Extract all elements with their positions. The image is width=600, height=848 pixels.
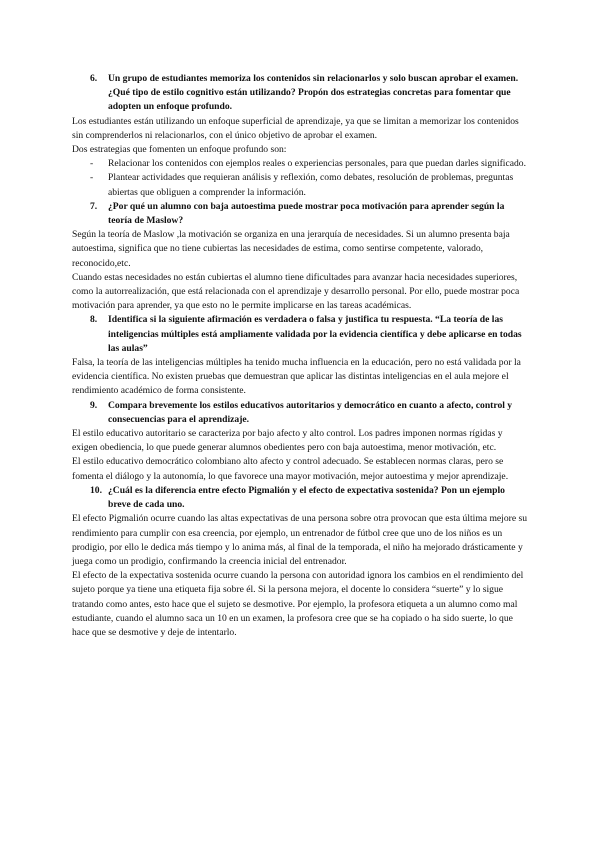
question-number: 9. — [90, 399, 98, 411]
answer-paragraph: El efecto Pigmalión ocurre cuando las altas expectativas de una persona sobre otra provocan que esta última mejore su rendimiento para cumplir con esa creencia, por ejemplo, un entrenador de fútbol cree que uno de los niños es un prodigio, por ello le dedica más tiempo y lo anima más, al final de la temporada, el niño ha mejorado drásticamente y juega como un prodigio, confirmando la creencia inicial del entrenador. — [72, 513, 528, 567]
list-item-text: Relacionar los contenidos con ejemplos reales o experiencias personales, para que puedan darles significado. — [108, 158, 526, 170]
question-text: Identifica si la siguiente afirmación es verdadera o falsa y justifica tu respuesta. “La teoría de las inteligencias múltiples está ampliamente validada por la evidencia científica y debe aplicarse en todas las aulas” — [108, 314, 522, 354]
list-item — [90, 157, 528, 171]
question-number: 6. — [90, 73, 98, 84]
question-9 — [72, 399, 528, 427]
answer-paragraph: Según la teoría de Maslow ,la motivación se organiza en una jerarquía de necesidades. Si un alumno presenta baja autoestima, significa que no tiene cubiertas las necesidades de estima, como sentirse competente, valorado, reconocido,etc. — [72, 229, 510, 269]
list-item — [90, 171, 528, 199]
answer-paragraph: Falsa, la teoría de las inteligencias múltiples ha tenido mucha influencia en la educación, pero no está validada por la evidencia científica. No existen pruebas que demuestran que aplicar las distintas inteligencias en el aula mejore el rendimiento académico de forma consistente. — [72, 357, 521, 397]
question-number: 10. — [90, 484, 102, 496]
list-item-text: Plantear actividades que requieran análisis y reflexión, como debates, resolución de problemas, preguntas abiertas que obliguen a comprender la información. — [108, 172, 514, 198]
question-number: 8. — [90, 314, 98, 326]
answer-paragraph: Dos estrategias que fomenten un enfoque profundo son: — [72, 144, 287, 156]
answer-paragraph: El estilo educativo democrático colombiano alto afecto y control adecuado. Se establecen normas claras, pero se fomenta el diálogo y la autonomía, lo que favorece una mayor motivación, mejor autoestima y mejor aprendizaje. — [72, 456, 509, 482]
question-6 — [72, 72, 528, 115]
answer-paragraph: Cuando estas necesidades no están cubiertas el alumno tiene dificultades para avanzar hacia necesidades superiores, como la autorrealización, que está relacionada con el aprendizaje y desarrollo personal. Por ello, puede mostrar poca motivación para aprender, ya que esto no le permite implicarse en las tareas académicas. — [72, 271, 520, 312]
answer-paragraph: El efecto de la expectativa sostenida ocurre cuando la persona con autoridad ignora los cambios en el rendimiento del sujeto porque ya tiene una etiqueta fija sobre él. Si la persona mejora, el docente lo considera “suerte” y lo sigue tratando como antes, esto hace que el sujeto se desmotive. Por ejemplo, la profesora etiqueta a un alumno como mal estudiante, cuando el alumno saca un 10 en un examen, la profesora cree que se ha copiado o ha sido suerte, lo que hace que se desmotive y deje de intentarlo. — [72, 570, 524, 638]
answer-paragraph: Los estudiantes están utilizando un enfoque superficial de aprendizaje, ya que se limitan a memorizar los contenidos sin comprenderlos ni relacionarlos, con el único objetivo de aprobar el examen. — [72, 115, 519, 141]
question-7 — [72, 200, 528, 228]
answer-paragraph: El estilo educativo autoritario se caracteriza por bajo afecto y alto control. Los padres imponen normas rígidas y exigen obediencia, lo que puede generar alumnos obedientes pero con baja autoestima, menor motivación, etc. — [72, 428, 503, 454]
question-text: Compara brevemente los estilos educativos autoritarios y democrático en cuanto a afecto, control y consecuencias para el aprendizaje. — [108, 399, 513, 425]
strategy-list — [72, 157, 528, 200]
dash-bullet: - — [90, 158, 94, 170]
question-8 — [72, 313, 528, 356]
question-number: 7. — [90, 200, 98, 212]
dash-bullet: - — [90, 172, 94, 184]
question-text: ¿Cuál es la diferencia entre efecto Pigmalión y el efecto de expectativa sostenida? Pon un ejemplo breve de cada uno. — [108, 484, 505, 511]
question-text: ¿Por qué un alumno con baja autoestima puede mostrar poca motivación para aprender según la teoría de Maslow? — [108, 200, 505, 227]
question-10 — [72, 484, 528, 512]
question-text: Un grupo de estudiantes memoriza los contenidos sin relacionarlos y solo buscan aprobar el examen. ¿Qué tipo de estilo cognitivo están utilizando? Propón dos estrategias concretas para fomentar que adopten un enfoque profundo. — [108, 73, 519, 113]
